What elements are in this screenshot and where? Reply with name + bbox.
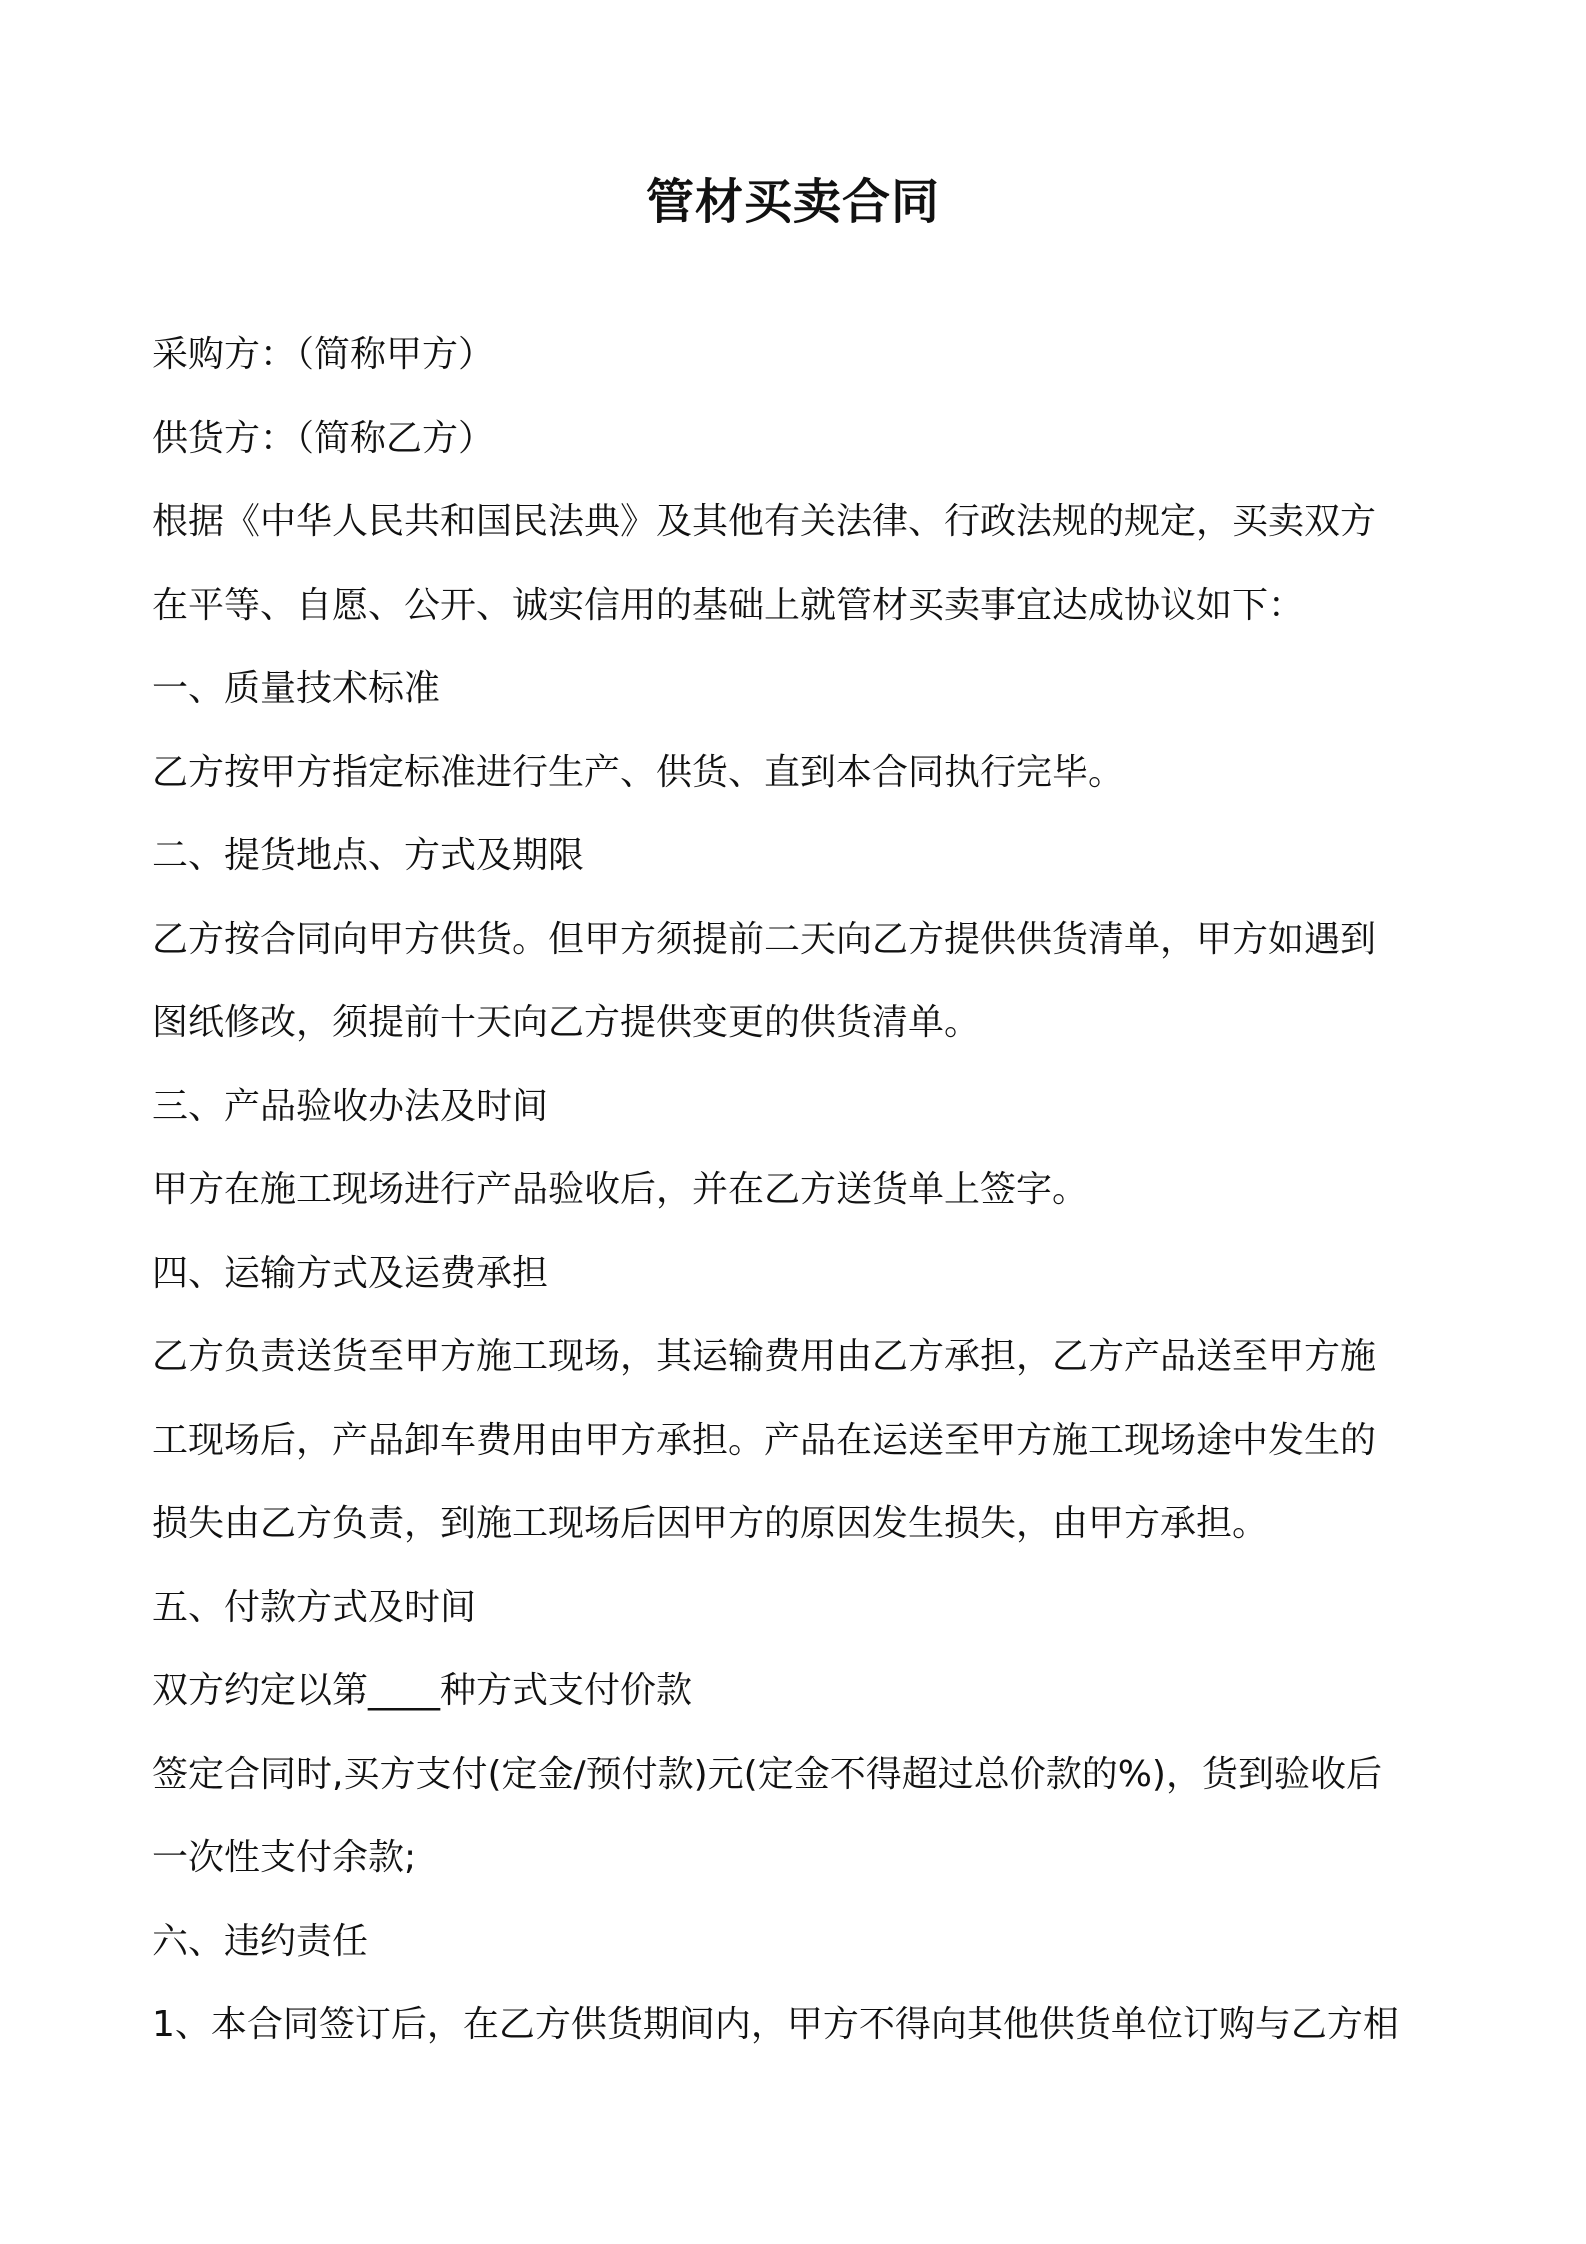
section-3-heading: 三、产品验收办法及时间 bbox=[152, 1086, 549, 1127]
section-4-heading: 四、运输方式及运费承担 bbox=[152, 1253, 549, 1294]
preamble-line-2: 在平等、自愿、公开、诚实信用的基础上就管材买卖事宜达成协议如下： bbox=[152, 585, 1305, 626]
section-4-body-1: 乙方负责送货至甲方施工现场，其运输费用由乙方承担，乙方产品送至甲方施 bbox=[152, 1336, 1377, 1377]
preamble-line-1: 根据《中华人民共和国民法典》及其他有关法律、行政法规的规定，买卖双方 bbox=[152, 501, 1377, 542]
section-3-body: 甲方在施工现场进行产品验收后，并在乙方送货单上签字。 bbox=[152, 1169, 1089, 1210]
section-2-body-1: 乙方按合同向甲方供货。但甲方须提前二天向乙方提供供货清单，甲方如遇到 bbox=[152, 919, 1377, 960]
section-5-heading: 五、付款方式及时间 bbox=[152, 1587, 477, 1628]
supplier-line: 供货方：（简称乙方） bbox=[152, 418, 495, 459]
section-1-body: 乙方按甲方指定标准进行生产、供货、直到本合同执行完毕。 bbox=[152, 752, 1125, 793]
buyer-line: 采购方：（简称甲方） bbox=[152, 334, 495, 375]
document-title: 管材买卖合同 bbox=[645, 174, 940, 230]
section-4-body-3: 损失由乙方负责，到施工现场后因甲方的原因发生损失，由甲方承担。 bbox=[152, 1503, 1269, 1544]
section-6-heading: 六、违约责任 bbox=[152, 1921, 369, 1962]
section-4-body-2: 工现场后，产品卸车费用由甲方承担。产品在运送至甲方施工现场途中发生的 bbox=[152, 1420, 1377, 1461]
section-5-body-1: 双方约定以第____种方式支付价款 bbox=[152, 1670, 693, 1711]
section-6-body-1: 1、本合同签订后，在乙方供货期间内，甲方不得向其他供货单位订购与乙方相 bbox=[152, 2004, 1399, 2045]
section-5-body-3: 一次性支付余款; bbox=[152, 1837, 417, 1878]
section-1-heading: 一、质量技术标准 bbox=[152, 668, 441, 709]
section-2-body-2: 图纸修改，须提前十天向乙方提供变更的供货清单。 bbox=[152, 1002, 981, 1043]
section-2-heading: 二、提货地点、方式及期限 bbox=[152, 835, 585, 876]
section-5-body-2: 签定合同时,买方支付(定金/预付款)元(定金不得超过总价款的%)，货到验收后 bbox=[152, 1754, 1382, 1795]
